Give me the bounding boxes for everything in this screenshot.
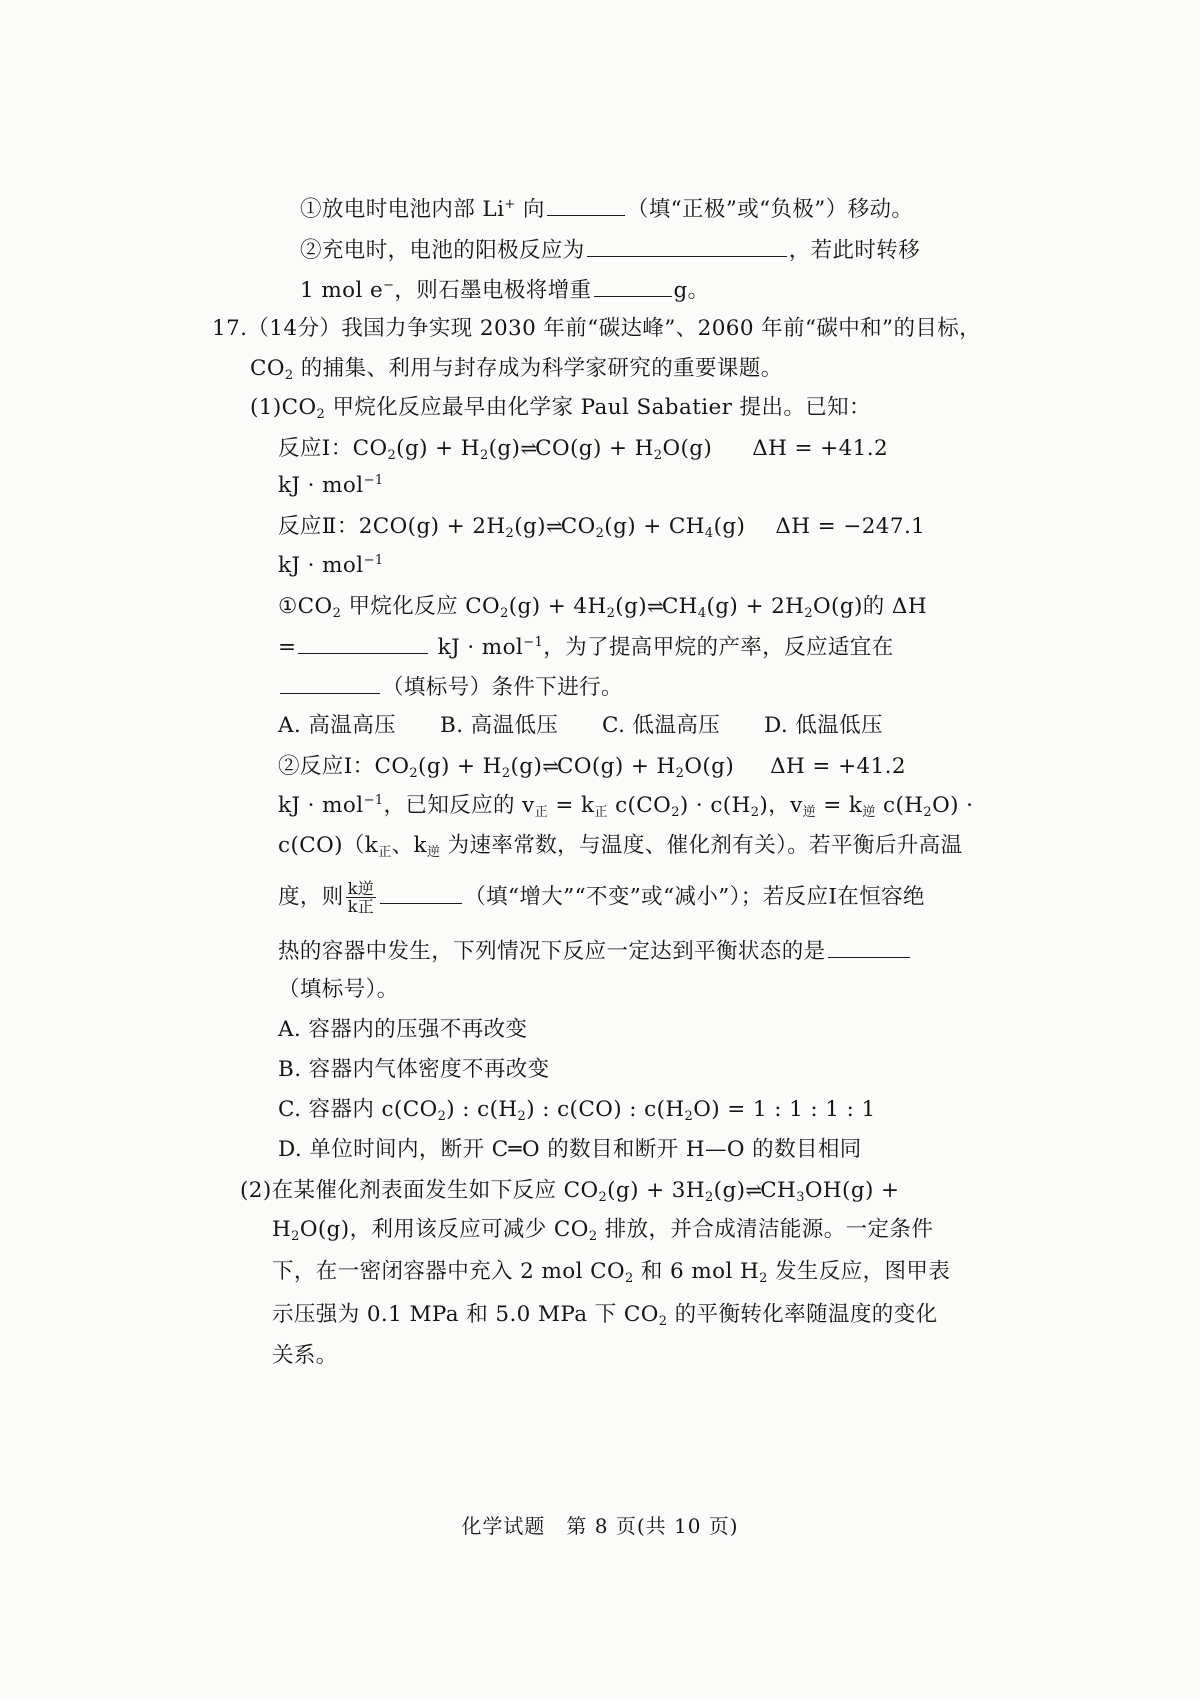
answer-blank[interactable]: [298, 631, 428, 654]
answer-blank[interactable]: [587, 234, 787, 257]
choice-d: D. 单位时间内，断开 C═O 的数目和断开 H—O 的数目相同: [278, 1137, 862, 1162]
q17-part2-line-2: $H_2O(g)$，利用该反应可减少 $CO_2$ 排放，并合成清洁能源。一定条件: [272, 1217, 934, 1244]
reaction-2-unit: kJ · mol$^{-1}$: [278, 553, 384, 578]
q17-1-2-line-6: （填标号）。: [278, 977, 399, 1002]
rate-constant-fraction: $\frac{\text{k逆}}{\text{k正}}$: [347, 879, 375, 916]
choice-b: B. 容器内气体密度不再改变: [278, 1057, 550, 1082]
page-footer: 化学试题 第 8 页(共 10 页): [461, 1514, 739, 1538]
q17-1-1-line-3: （填标号）条件下进行。: [278, 671, 623, 703]
q17-1-1-line-1: $①CO_2$ 甲烷化反应 $CO_2(g)$ + $4H_2(g)\rightleftharpoons CH_4(g) + 2H_2O(g)$的 ΔH: [278, 594, 927, 621]
q17-1-1-line-2: = kJ · mol$^{-1}$，为了提高甲烷的产率，反应适宜在: [278, 631, 894, 663]
q16-line-2: ②充电时，电池的阳极反应为 ，若此时转移: [300, 234, 920, 266]
reaction-1: 反应Ⅰ：$CO_2(g)$ + $H_2(g)\rightleftharpoons CO(g) + H_2O(g) \Delta H = +41.2$: [278, 436, 889, 463]
choice-c: C. 容器内 $c(CO_2)$ : $c(H_2)$ : c(CO) : $c(H_2O) = 1$ : 1 : 1 : 1: [278, 1097, 876, 1124]
answer-blank[interactable]: [594, 274, 672, 297]
q17-part2-line-1: (2)在某催化剂表面发生如下反应 $CO_2(g)$ + $3H_2(g)\rightleftharpoons CH_3OH(g)$ +: [240, 1178, 900, 1205]
reaction-2: 反应Ⅱ：$2CO(g) + 2H_2(g)\rightleftharpoons CO_2(g) + CH_4(g) \Delta H = -247.1$: [278, 514, 926, 541]
q17-1-2-line-3: $c(CO)(k_正$、$k_逆$ 为速率常数，与温度、催化剂有关）。若平衡后升高温: [278, 833, 963, 860]
q17-heading-line-2: $CO_2$ 的捕集、利用与封存成为科学家研究的重要课题。: [250, 356, 783, 383]
answer-blank[interactable]: [828, 935, 910, 958]
q17-part2-line-5: 关系。: [272, 1343, 338, 1368]
answer-blank[interactable]: [547, 193, 625, 216]
choice-a: A. 容器内的压强不再改变: [278, 1017, 528, 1042]
q16-line-1: ①放电时电池内部 Li+ 向 （填“正极”或“负极”）移动。: [300, 193, 913, 225]
answer-blank[interactable]: [280, 671, 380, 694]
q17-1-2-line-5: 热的容器中发生，下列情况下反应一定达到平衡状态的是: [278, 935, 912, 967]
option-b: B. 高温低压: [440, 713, 559, 738]
option-d: D. 低温低压: [764, 713, 883, 738]
q17-1-2-line-4: 度，则 $\frac{\text{k逆}}{\text{k正}}$ （填“增大”“不变”或“减小”）；若反应Ⅰ在恒容绝: [278, 879, 925, 916]
q17-part1-intro: $(1)CO_2$ 甲烷化反应最早由化学家 Paul Sabatier 提出。已知：: [250, 395, 871, 422]
reaction-1-unit: kJ · mol$^{-1}$: [278, 473, 384, 498]
q17-1-2-line-2: kJ · mol$^{-1}$，已知反应的 $v_正 = k_正$ $c(CO_2) \cdot c(H_2)$，$v_逆 = k_逆$ $c(H_2O)$ ·: [278, 793, 974, 820]
option-a: A. 高温高压: [278, 713, 396, 738]
q17-part2-line-3: 下，在一密闭容器中充入 2 mol $CO_2$ 和 6 mol $H_2$ 发生反应，图甲表: [272, 1259, 951, 1286]
q17-1-2-line-1: ②反应Ⅰ：$CO_2(g)$ + $H_2(g)\rightleftharpoons CO(g) + H_2O(g) \Delta H = +41.2$: [278, 754, 906, 781]
q16-line-3: 1 mol e−，则石墨电极将增重 g。: [300, 274, 710, 306]
option-c: C. 低温高压: [602, 713, 721, 738]
q17-part2-line-4: 示压强为 0.1 MPa 和 5.0 MPa 下 $CO_2$ 的平衡转化率随温度的变化: [272, 1302, 938, 1329]
q17-1-1-options: [278, 711, 883, 741]
q17-heading-line-1: 17.（14分）我国力争实现 2030 年前“碳达峰”、2060 年前“碳中和”的目标，: [212, 316, 982, 341]
answer-blank[interactable]: [380, 881, 462, 904]
